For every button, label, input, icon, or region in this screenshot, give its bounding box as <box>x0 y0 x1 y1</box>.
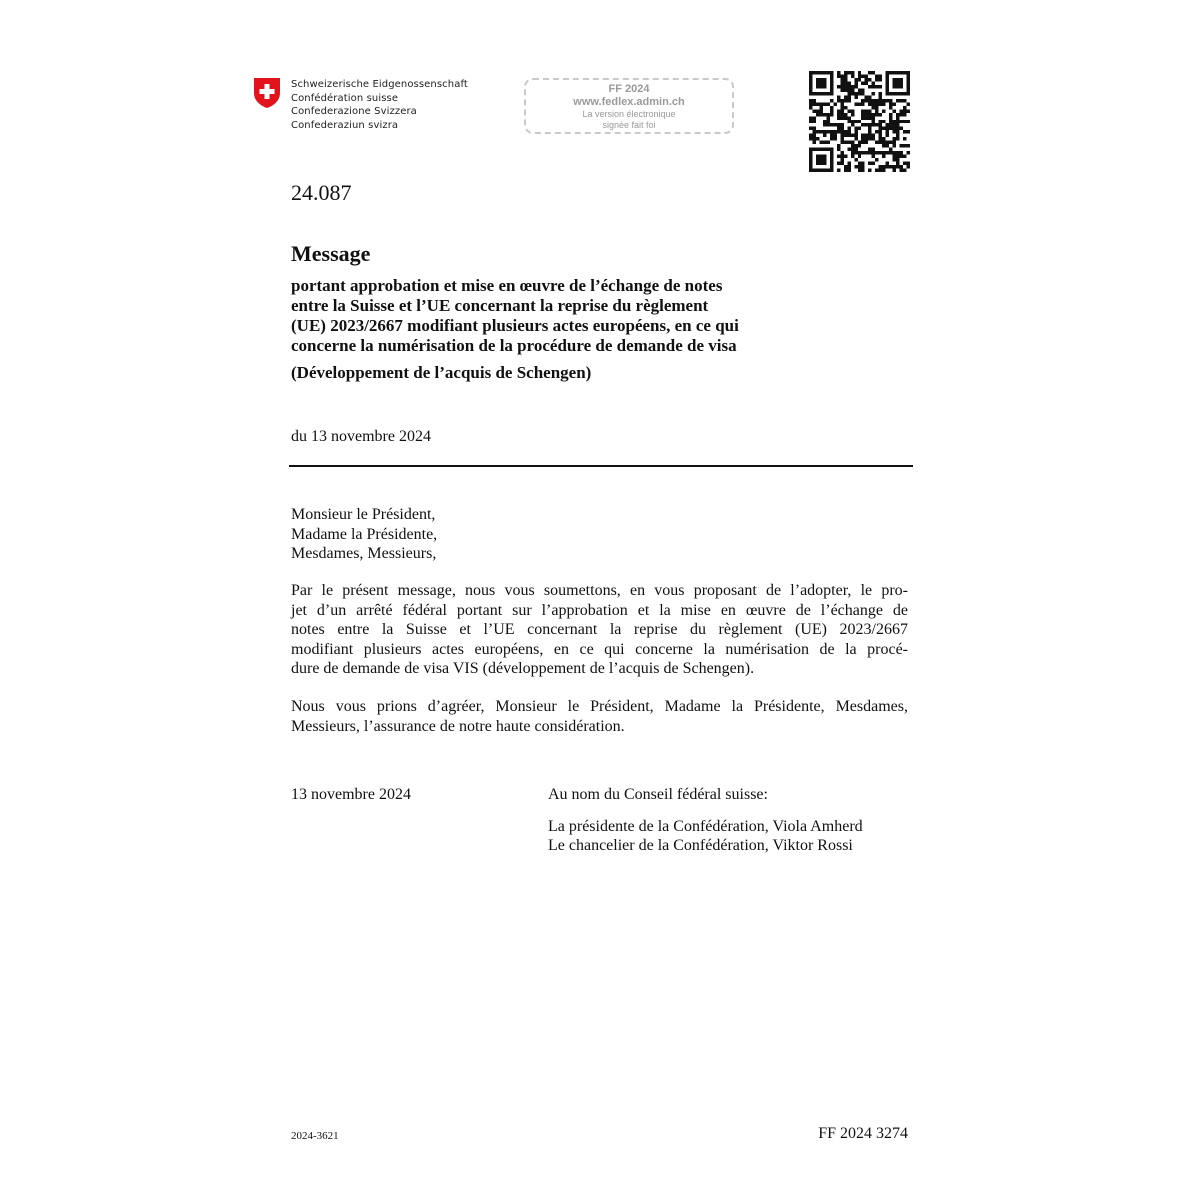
body-paragraph-1 <box>291 581 908 679</box>
paragraph-line: Messieurs, l’assurance de notre haute considération. <box>291 717 625 735</box>
signature-date: 13 novembre 2024 <box>291 786 411 803</box>
qr-code-icon <box>809 71 910 172</box>
stamp-url: www.fedlex.admin.ch <box>573 96 685 108</box>
salutation-line: Madame la Présidente, <box>291 525 438 543</box>
footer-reference: FF 2024 3274 <box>818 1125 908 1142</box>
confederation-name-rm: Confederaziun svizra <box>291 119 399 131</box>
schengen-note: (Développement de l’acquis de Schengen) <box>291 363 592 382</box>
confederation-name-fr: Confédération suisse <box>291 92 399 104</box>
subtitle-line: (UE) 2023/2667 modifiant plusieurs actes européens, en ce qui <box>291 316 739 335</box>
document-number: 24.087 <box>291 180 352 205</box>
subtitle-line: portant approbation et mise en œuvre de l’échange de notes <box>291 276 723 295</box>
signature-on-behalf: Au nom du Conseil fédéral suisse: <box>548 786 768 803</box>
body-paragraph-2 <box>291 697 908 736</box>
stamp-note-1: La version électronique <box>582 109 676 119</box>
stamp-ff-label: FF 2024 <box>608 83 650 95</box>
paragraph-line: jet d’un arrêté fédéral portant sur l’approbation et la mise en œuvre de l’échange de <box>291 601 908 619</box>
paragraph-line: Par le présent message, nous vous soumettons, en vous proposant de l’adopter, le pro- <box>291 582 908 599</box>
subtitle-line: concerne la numérisation de la procédure de demande de visa <box>291 336 737 355</box>
paragraph-line: dure de demande de visa VIS (développement de l’acquis de Schengen). <box>291 660 755 677</box>
paragraph-line: Nous vous prions d’agréer, Monsieur le Président, Madame la Présidente, Mesdames, <box>291 698 908 715</box>
salutation <box>291 505 437 564</box>
page-title: Message <box>291 241 371 266</box>
confederation-name-de: Schweizerische Eidgenossenschaft <box>291 79 468 90</box>
subtitle-line: entre la Suisse et l’UE concernant la reprise du règlement <box>291 296 709 315</box>
swiss-coat-of-arms-icon <box>253 77 281 109</box>
confederation-names <box>291 78 468 132</box>
document-date: du 13 novembre 2024 <box>291 428 431 445</box>
salutation-line: Monsieur le Président, <box>291 506 436 523</box>
signature-president: La présidente de la Confédération, Viola Amherd <box>548 817 863 835</box>
signature-block <box>548 785 863 856</box>
document-subtitle <box>291 276 851 356</box>
salutation-line: Mesdames, Messieurs, <box>291 545 437 562</box>
paragraph-line: notes entre la Suisse et l’UE concernant la reprise du règlement (UE) 2023/2667 <box>291 621 908 638</box>
stamp-note-2: signée fait foi <box>602 120 656 130</box>
footer-code: 2024-3621 <box>291 1130 339 1142</box>
paragraph-line: modifiant plusieurs actes européens, en ce qui concerne la numérisation de la procé- <box>291 640 908 658</box>
official-stamp <box>524 78 734 134</box>
confederation-name-it: Confederazione Svizzera <box>291 106 417 117</box>
signature-chancellor: Le chancelier de la Confédération, Viktor Rossi <box>548 837 853 854</box>
header-divider <box>289 465 913 467</box>
